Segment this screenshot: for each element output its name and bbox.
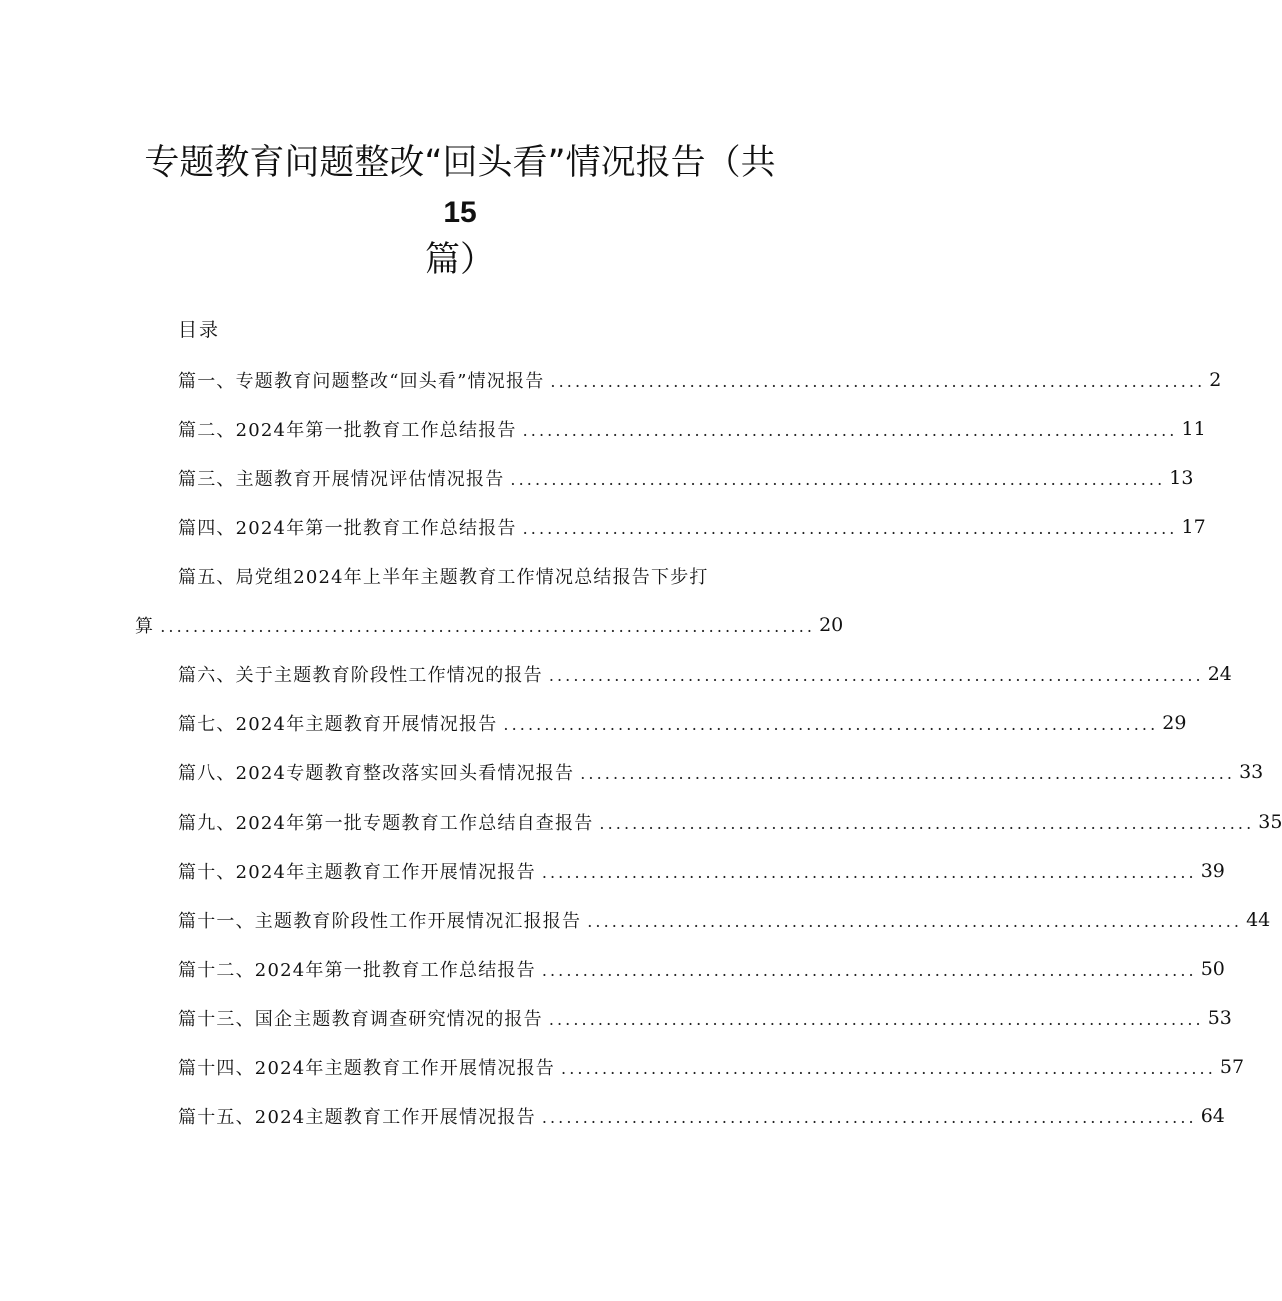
toc-entry-label-continued: 算 — [135, 616, 155, 637]
toc-page-number: 13 — [1169, 467, 1194, 489]
toc-entry-8[interactable] — [178, 756, 1264, 788]
toc-dot-leader: ................................................................................ — [541, 1107, 1197, 1127]
toc-page-number: 64 — [1200, 1105, 1225, 1127]
toc-entry-3[interactable] — [178, 462, 1194, 494]
toc-entry-label: 篇六、关于主题教育阶段性工作情况的报告 — [178, 665, 543, 686]
toc-page-number: 33 — [1239, 761, 1264, 783]
toc-entry-15[interactable] — [178, 1100, 1225, 1132]
toc-entry-7[interactable] — [178, 707, 1187, 739]
document-title-line-2: 15 — [443, 196, 477, 229]
toc-entry-14[interactable] — [178, 1051, 1245, 1083]
toc-page-number: 57 — [1219, 1056, 1245, 1078]
toc-heading: 目录 — [178, 319, 221, 341]
toc-dot-leader: ................................................................................ — [510, 469, 1166, 489]
toc-entry-label: 篇十四、2024年主题教育工作开展情况报告 — [178, 1058, 556, 1079]
toc-entry-2[interactable] — [178, 413, 1206, 445]
document-title-line-1: 专题教育问题整改“回头看”情况报告（共 — [144, 143, 776, 183]
toc-entry-6[interactable] — [178, 658, 1232, 690]
document-title-line-3: 篇） — [424, 240, 495, 280]
toc-dot-leader: ................................................................................ — [587, 911, 1243, 931]
toc-dot-leader: ................................................................................ — [548, 1009, 1204, 1029]
toc-page-number: 29 — [1162, 712, 1187, 734]
toc-dot-leader: ................................................................................ — [541, 960, 1197, 980]
toc-page-number: 17 — [1181, 516, 1206, 538]
toc-entry-label: 篇十二、2024年第一批教育工作总结报告 — [178, 960, 536, 981]
toc-page-number: 53 — [1207, 1007, 1232, 1029]
toc-page-number: 11 — [1181, 418, 1206, 440]
toc-entry-4[interactable] — [178, 511, 1206, 543]
toc-entry-10[interactable] — [178, 855, 1225, 887]
toc-entry-9[interactable] — [178, 806, 1282, 838]
toc-entry-label: 篇十五、2024主题教育工作开展情况报告 — [178, 1107, 536, 1128]
toc-entry-label: 篇五、局党组2024年上半年主题教育工作情况总结报告下步打 — [178, 567, 709, 588]
toc-entry-13[interactable] — [178, 1002, 1232, 1034]
toc-dot-leader: ................................................................................ — [541, 862, 1197, 882]
toc-entry-5-line-2[interactable] — [135, 609, 844, 641]
toc-page-number: 39 — [1200, 860, 1225, 882]
toc-entry-label: 篇七、2024年主题教育开展情况报告 — [178, 714, 498, 735]
toc-dot-leader: ................................................................................ — [160, 616, 816, 636]
toc-page-number: 24 — [1207, 663, 1232, 685]
toc-entry-5-line-1[interactable] — [178, 560, 774, 592]
toc-page-number: 50 — [1200, 958, 1225, 980]
toc-dot-leader: ................................................................................ — [580, 763, 1236, 783]
toc-page-number: 44 — [1246, 909, 1271, 931]
toc-dot-leader: ................................................................................ — [503, 714, 1159, 734]
toc-entry-label: 篇四、2024年第一批教育工作总结报告 — [178, 518, 517, 539]
toc-entry-label: 篇三、主题教育开展情况评估情况报告 — [178, 469, 505, 490]
toc-entry-11[interactable] — [178, 904, 1271, 936]
toc-entry-1[interactable] — [178, 364, 1222, 396]
toc-entry-12[interactable] — [178, 953, 1225, 985]
toc-entry-label: 篇十、2024年主题教育工作开展情况报告 — [178, 862, 536, 883]
toc-dot-leader: ................................................................................ — [522, 518, 1178, 538]
toc-page-number: 2 — [1209, 369, 1222, 391]
toc-dot-leader: ................................................................................ — [550, 371, 1206, 391]
toc-dot-leader: ................................................................................ — [548, 665, 1204, 685]
toc-entry-label: 篇一、专题教育问题整改“回头看”情况报告 — [178, 371, 545, 392]
toc-entry-label: 篇八、2024专题教育整改落实回头看情况报告 — [178, 763, 575, 784]
toc-dot-leader: ................................................................................ — [522, 420, 1178, 440]
toc-dot-leader: ................................................................................ — [561, 1058, 1216, 1078]
toc-entry-label: 篇十一、主题教育阶段性工作开展情况汇报报告 — [178, 911, 582, 932]
toc-entry-label: 篇二、2024年第一批教育工作总结报告 — [178, 420, 517, 441]
toc-entry-label: 篇九、2024年第一批专题教育工作总结自查报告 — [178, 813, 594, 834]
toc-entry-label: 篇十三、国企主题教育调查研究情况的报告 — [178, 1009, 543, 1030]
toc-page-number: 35 — [1258, 811, 1282, 833]
toc-dot-leader: ................................................................................ — [599, 813, 1255, 833]
toc-page-number: 20 — [819, 614, 844, 636]
